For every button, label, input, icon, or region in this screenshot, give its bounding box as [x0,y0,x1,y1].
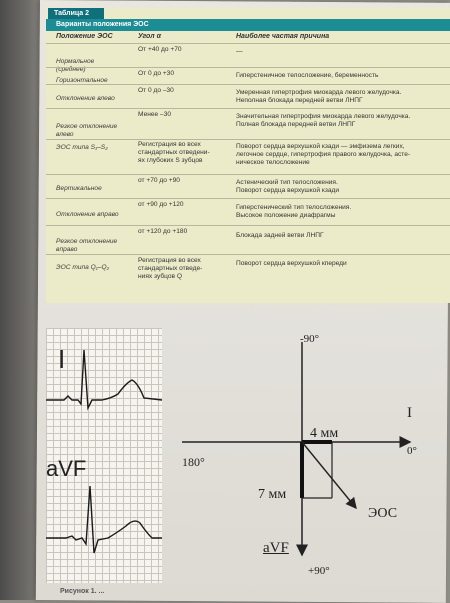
row-axis: Отклонение вправо [56,211,119,218]
row-axis: Нормальное (среднее) [56,58,95,73]
table-row [46,198,450,225]
row-cause: Умеренная гипертрофия миокарда левого желудочка. Неполная блокада передней ветви ЛНПГ [236,89,402,104]
row-angle: От 0 до –30 [138,87,174,94]
label-0-deg: 0° [407,445,417,457]
lead-avf-trace [46,486,162,553]
label-lead-i: I [407,405,412,421]
axis-diagram [170,330,440,580]
label-eos: ЭОС [368,506,398,521]
row-angle: от +70 до +90 [138,177,180,184]
table-tag: Таблица 2 [48,8,104,19]
row-angle: Регистрация во всех стандартных отведе- ниях зубцов Q [138,257,203,280]
lead-avf-label: aVF [46,456,87,481]
row-cause: Астенический тип телосложения. Поворот сердца верхушкой кзади [236,179,340,194]
row-cause: Гиперстеничное телосложение, беременность [236,72,379,79]
label-7mm: 7 мм [258,487,287,502]
table-row [46,84,450,107]
row-axis: Вертикальное [56,185,102,192]
header-axis: Положение ЭОС [56,33,113,40]
row-axis: Отклонение влево [56,95,115,102]
row-axis: Резкое отклонение вправо [56,238,118,253]
row-angle: от +120 до +180 [138,228,188,235]
row-cause: Поворот сердца верхушкой кзади — эмфизема легких, легочное сердце, гипертрофия правого желудочка, асте- ническое телосложение [236,143,411,166]
table-row [46,43,450,73]
row-axis: Резкое отклонение влево [56,123,118,138]
row-axis: ЭОС типа Q₁–Q₂ [56,264,110,271]
row-cause: Гиперстенический тип телосложения. Высокое положение диафрагмы [236,204,352,219]
label-180-deg: 180° [182,455,205,469]
row-angle: Регистрация во всех стандартных отведени- ях глубоких S зубцов [138,141,210,164]
table-title: Варианты положения ЭОС [46,19,450,31]
header-angle: Угол α [138,33,161,40]
label-4mm: 4 мм [310,426,339,441]
row-angle: от +90 до +120 [138,201,184,208]
ecg-strip [46,328,162,583]
table-row [46,225,450,254]
row-axis: Горизонтальное [56,77,108,84]
label-avf: aVF [263,540,289,556]
table-row [46,139,450,174]
table-row [46,254,450,295]
row-cause: Значительная гипертрофия миокарда левого желудочка. Полная блокада передней ветви ЛНПГ [236,113,411,128]
row-axis: ЭОС типа S₁–S₂ [56,144,108,151]
header-cause: Наиболее частая причина [236,33,330,40]
row-cause: — [236,48,243,55]
row-angle: От 0 до +30 [138,70,175,77]
row-cause: Блокада задней ветви ЛНПГ [236,232,324,239]
table-row [46,174,450,199]
row-angle: Менее –30 [138,111,172,118]
lead-i-label: I [58,344,66,374]
figure-caption: Рисунок 1. ... [60,588,105,595]
label-minus-90: -90° [300,333,320,345]
table-row [46,67,450,84]
row-angle: От +40 до +70 [138,46,182,53]
label-plus-90: +90° [308,565,330,577]
table-row [46,108,450,139]
row-cause: Поворот сердца верхушкой кпереди [236,260,347,267]
